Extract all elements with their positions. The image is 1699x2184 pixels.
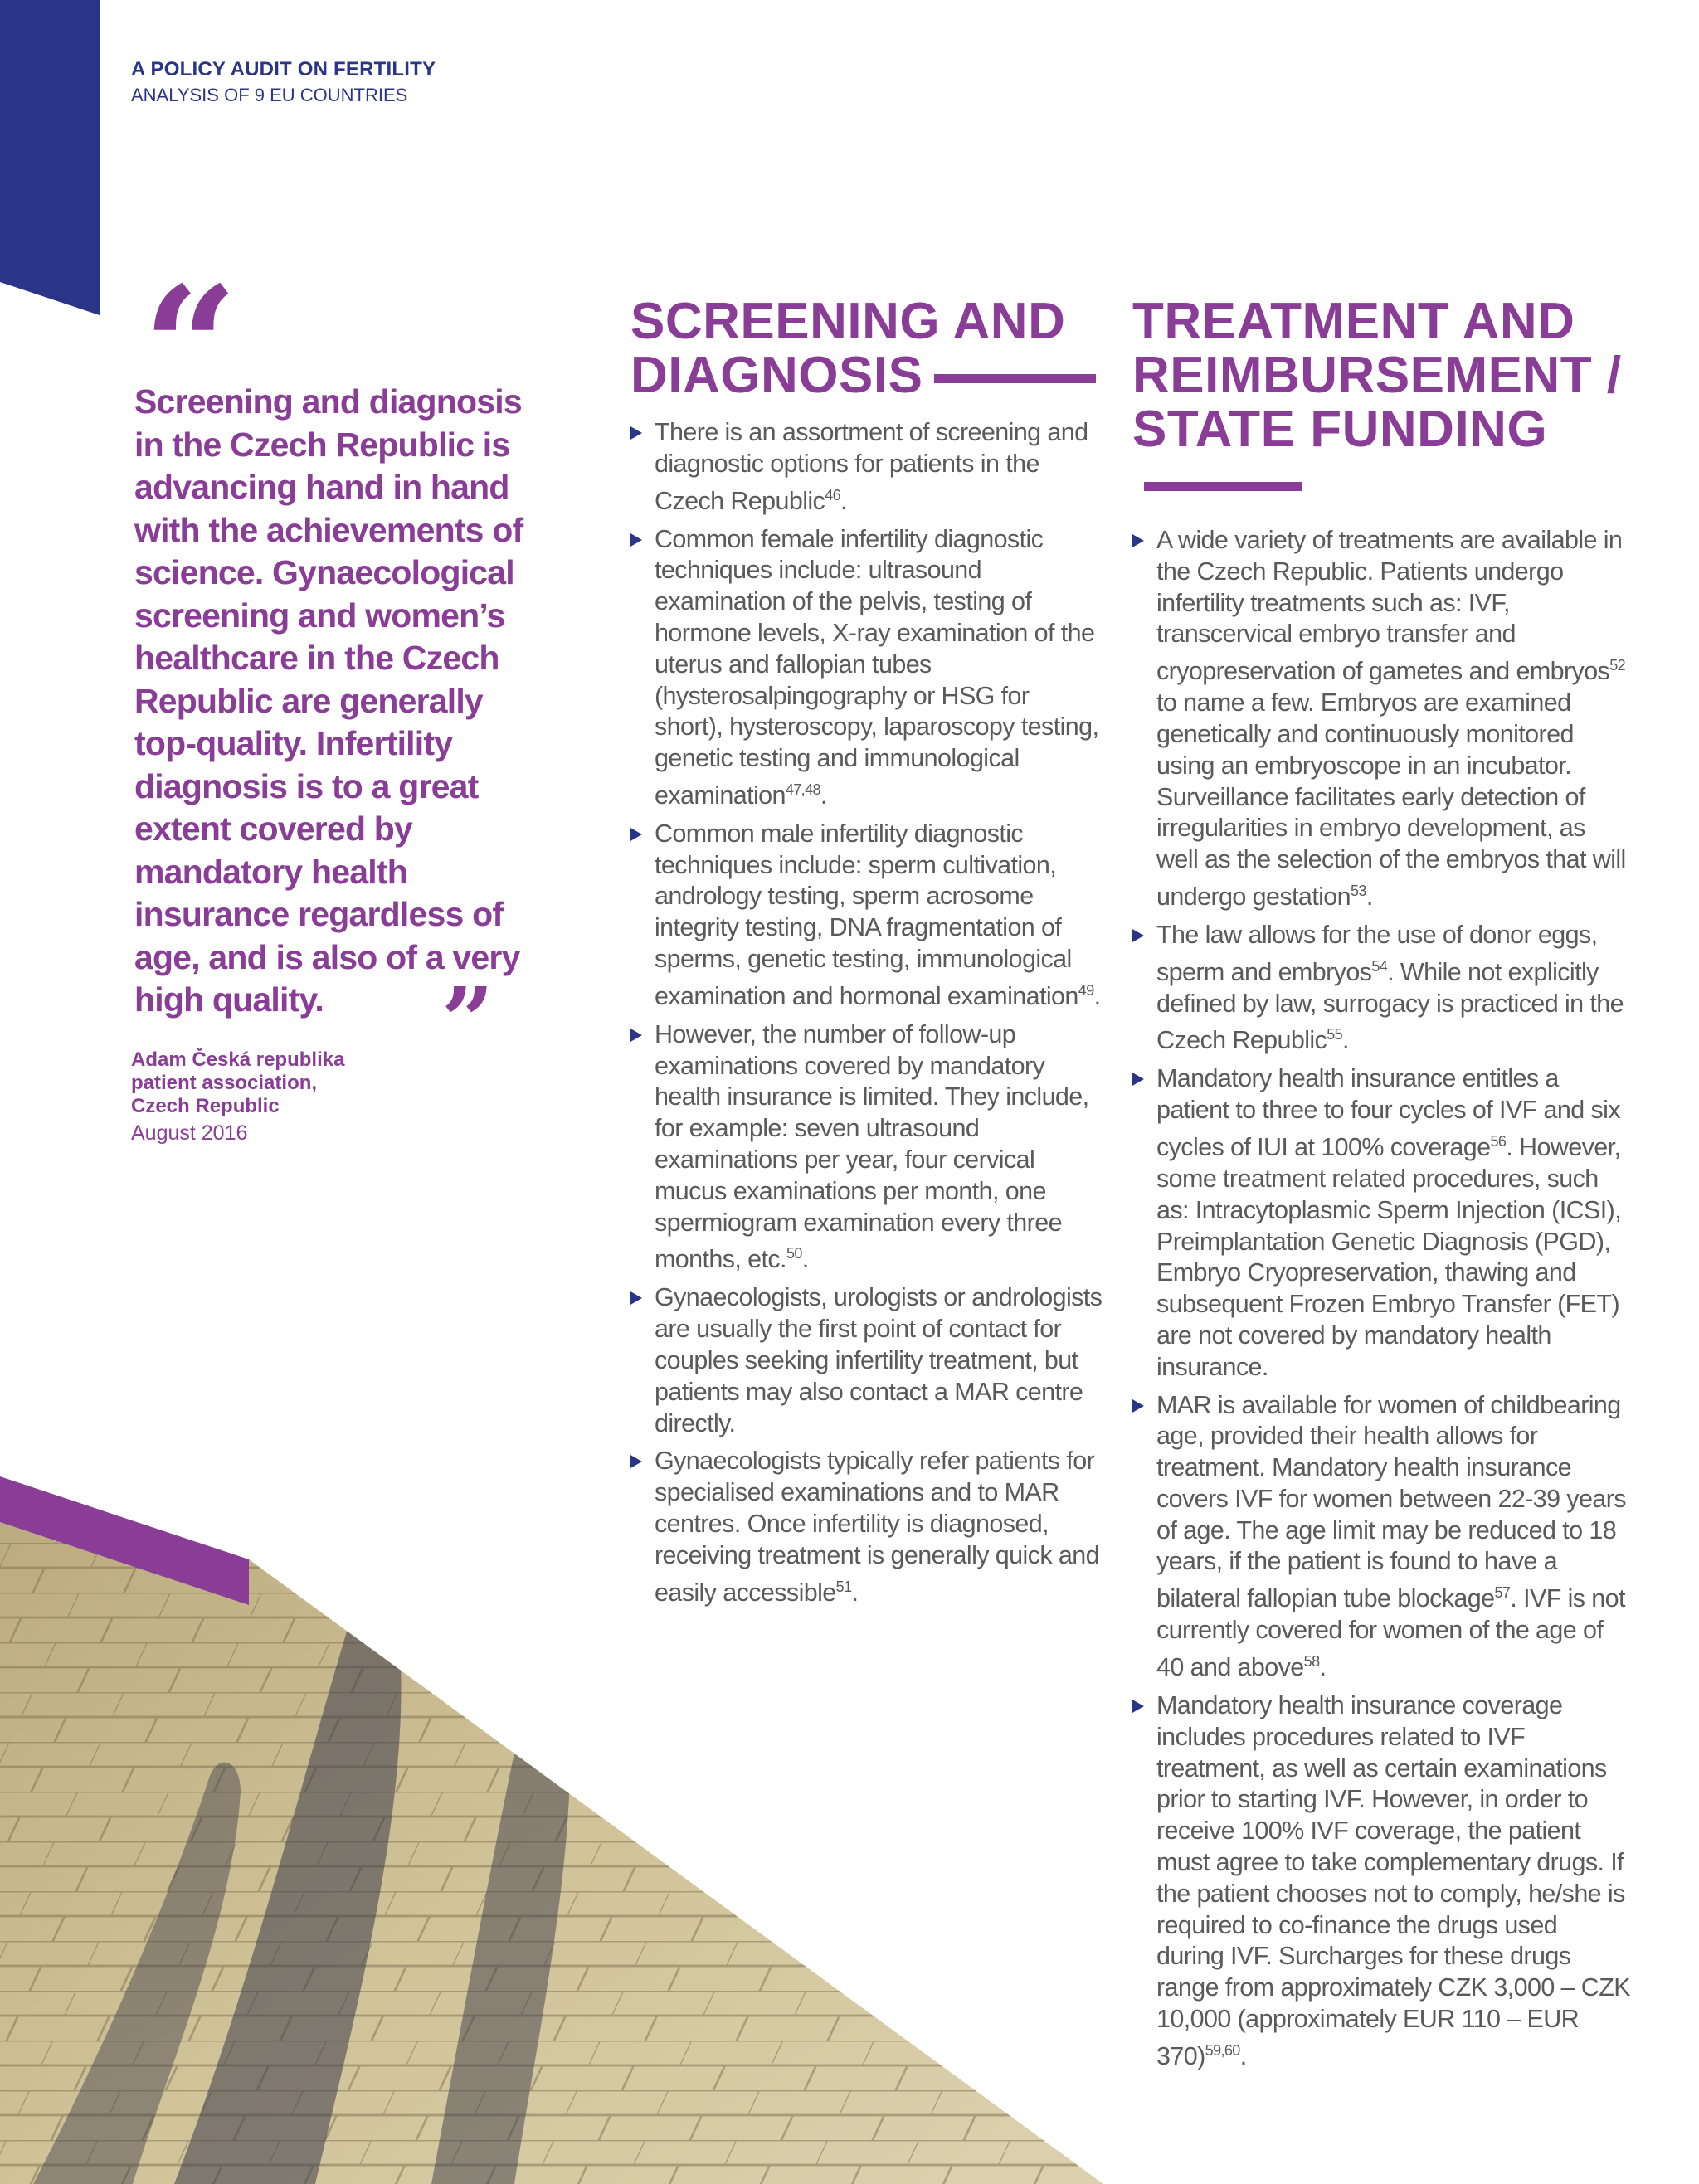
bullet-triangle-icon — [1132, 1399, 1144, 1413]
list-item: However, the number of follow-up examinations covered by mandatory health insurance is limited. They include, for example: seven ultrasound examinations per year, four cervical mucus examinations per month, one spermiogram examination every three months, etc.$^{50}$. — [630, 1019, 1103, 1277]
quote-attribution — [131, 1048, 344, 1118]
close-quote-icon: ” — [441, 967, 494, 1074]
heading-rule — [1144, 482, 1302, 491]
list-item: Gynaecologists typically refer patients for specialised examinations and to MAR centres. Once infertility is diagnosed, receiving treatment is generally quick and easily accessible$^{51}$. — [630, 1446, 1103, 1608]
list-item: Mandatory health insurance coverage includes procedures related to IVF treatment, as well as certain examinations prior to starting IVF. However, in order to receive 100% IVF coverage, the patient must agree to take complementary drugs. If the patient chooses not to comply, he/she is required to co-finance the drugs used during IVF. Surcharges for these drugs range from approximately CZK 3,000 – CZK 10,000 (approximately EUR 110 – EUR 370)$^{59,60}$. — [1132, 1690, 1630, 2073]
list-item: MAR is available for women of childbearing age, provided their health allows for treatment. Mandatory health insurance covers IVF for women between 22-39 years of age. The age limit may be reduced to 18 years, if the patient is found to have a bilateral fallopian tube blockage$^{57}$. IVF is not currently covered for women of the age of 40 and above$^{58}$. — [1132, 1390, 1630, 1684]
bullet-triangle-icon — [630, 828, 642, 841]
quote-date: August 2016 — [131, 1121, 248, 1145]
report-header — [131, 56, 436, 108]
bullet-triangle-icon — [630, 426, 642, 440]
open-quote-icon: “ — [143, 251, 239, 445]
treatment-heading — [1132, 294, 1630, 510]
bullet-triangle-icon — [1132, 1073, 1144, 1086]
bullet-triangle-icon — [630, 1455, 642, 1468]
list-item: There is an assortment of screening and diagnostic options for patients in the Czech Republic$^{46}$. — [630, 417, 1103, 518]
bullet-triangle-icon — [630, 1029, 642, 1042]
list-item: Common male infertility diagnostic techniques include: sperm cultivation, andrology testing, sperm acrosome integrity testing, DNA fragmentation of sperms, genetic testing, immunological examination and hormonal examination$^{49}$. — [630, 819, 1103, 1013]
report-title: A POLICY AUDIT ON FERTILITY — [131, 58, 436, 80]
treatment-bullets — [1132, 525, 1630, 2073]
bullet-triangle-icon — [1132, 929, 1144, 942]
pull-quote-text: Screening and diagnosis in the Czech Republic is advancing hand in hand with the achievements of science. Gynaecological screening and women’s healthcare in the Czech Republic are generally top-quality. Infertility diagnosis is to a great extent covered by mandatory health insurance regardless of age, and is also of a very high quality. — [134, 382, 523, 1019]
list-item: Common female infertility diagnostic techniques include: ultrasound examination of the pelvis, testing of hormone levels, X-ray examination of the uterus and fallopian tubes (hysterosalpingography or HSG for short), hysteroscopy, laparoscopy testing, genetic testing and immunological examination$^{47,48}$. — [630, 524, 1103, 812]
report-subtitle: ANALYSIS OF 9 EU COUNTRIES — [131, 85, 408, 105]
bullet-triangle-icon — [630, 533, 642, 547]
attribution-org: patient association, — [131, 1072, 318, 1094]
attribution-name: Adam Česká republika — [131, 1048, 345, 1071]
bullet-triangle-icon — [1132, 534, 1144, 547]
list-item: A wide variety of treatments are available in the Czech Republic. Patients undergo infertility treatments such as: IVF, transcervical embryo transfer and cryopreservation of gametes and embryos$^{52}$ to name a few. Embryos are examined genetically and continuously monitored using an embryoscope in an incubator. Surveillance facilitates early detection of irregularities in embryo development, as well as the selection of the embryos that will undergo gestation$^{53}$. — [1132, 525, 1630, 913]
screening-section — [630, 294, 1103, 1615]
attribution-country: Czech Republic — [131, 1095, 280, 1117]
screening-bullets — [630, 417, 1103, 1608]
screening-heading — [630, 294, 1103, 402]
list-item: Gynaecologists, urologists or andrologists are usually the first point of contact for couples seeking infertility treatment, but patients may also contact a MAR centre directly. — [630, 1282, 1103, 1439]
treatment-heading-line3: STATE FUNDING — [1132, 401, 1548, 458]
list-item: Mandatory health insurance entitles a patient to three to four cycles of IVF and six cycles of IUI at 100% coverage$^{56}$. However, some treatment related procedures, such as: Intracytoplasmic Sperm Injection (ICSI), Preimplantation Genetic Diagnosis (PGD), Embryo Cryopreservation, thawing and subsequent Frozen Embryo Transfer (FET) are not covered by mandatory health insurance. — [1132, 1063, 1630, 1383]
heading-rule — [934, 374, 1096, 383]
treatment-section — [1132, 294, 1630, 2079]
treatment-heading-line1: TREATMENT AND — [1132, 293, 1575, 350]
list-item: The law allows for the use of donor eggs, sperm and embryos$^{54}$. While not explicitly defined by law, surrogacy is practiced in the Czech Republic$^{55}$. — [1132, 920, 1630, 1058]
screening-heading-line1: SCREENING AND — [630, 293, 1066, 350]
screening-heading-line2: DIAGNOSIS — [630, 347, 923, 404]
bullet-triangle-icon — [1132, 1700, 1144, 1713]
bullet-triangle-icon — [630, 1291, 642, 1305]
treatment-heading-line2: REIMBURSEMENT / — [1132, 347, 1622, 404]
